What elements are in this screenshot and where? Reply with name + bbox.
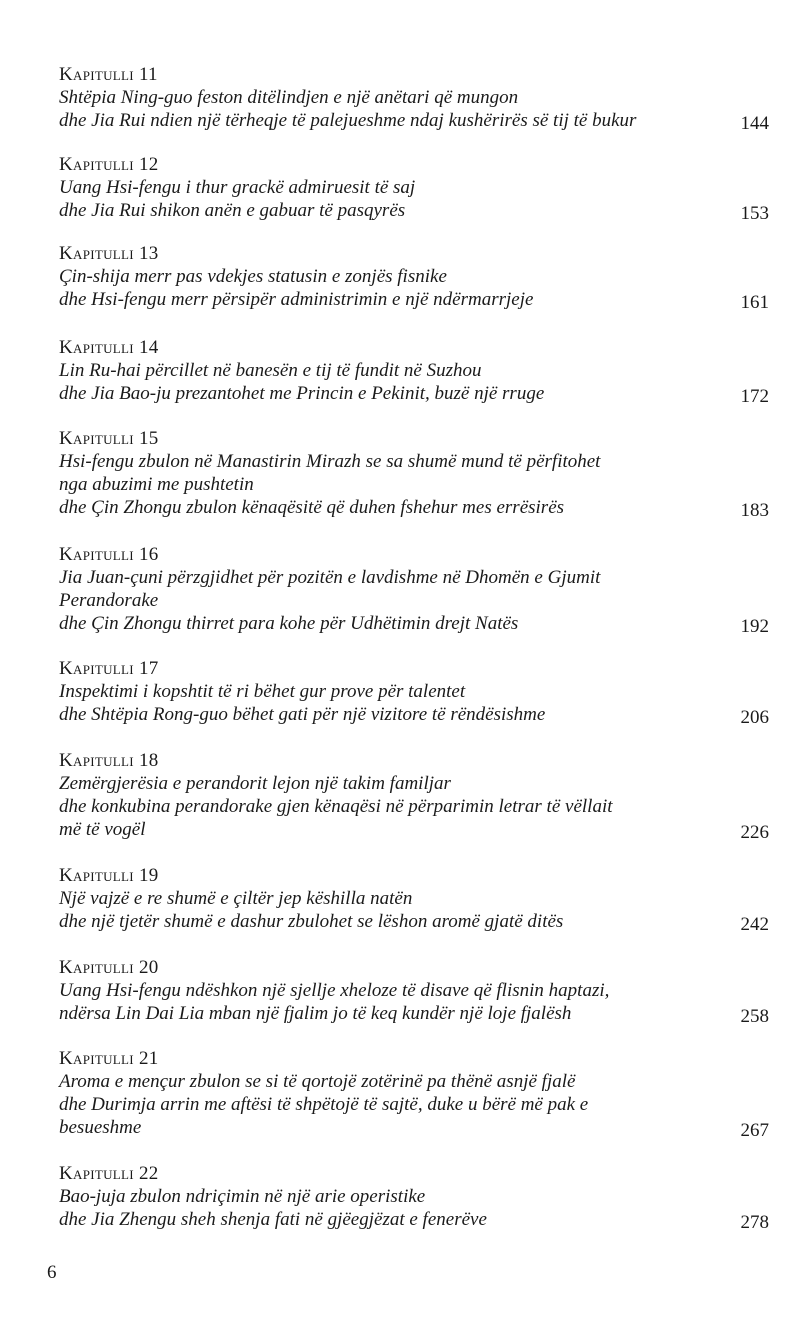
- chapter-page-number: 258: [740, 1006, 769, 1027]
- toc-entry: [59, 337, 769, 405]
- chapter-page-number: 183: [740, 500, 769, 521]
- toc-entry: [59, 865, 769, 933]
- chapter-label: Kapitulli 21: [59, 1048, 159, 1069]
- toc-entry: [59, 154, 769, 222]
- chapter-title-line: Bao-juja zbulon ndriçimin në një arie operistike: [59, 1186, 426, 1207]
- chapter-label: Kapitulli 13: [59, 243, 159, 264]
- chapter-title-line: dhe Çin Zhongu zbulon kënaqësitë që duhen fshehur mes errësirës: [59, 497, 565, 518]
- chapter-page-number: 144: [740, 113, 769, 134]
- chapter-title-line: dhe Jia Rui ndien një tërheqje të palejueshme ndaj kushërirës së tij të bukur: [59, 110, 637, 131]
- chapter-page-number: 226: [740, 822, 769, 843]
- chapter-page-number: 206: [740, 707, 769, 728]
- chapter-title-line: Çin-shija merr pas vdekjes statusin e zonjës fisnike: [59, 266, 447, 287]
- chapter-label: Kapitulli 17: [59, 658, 159, 679]
- chapter-label: Kapitulli 14: [59, 337, 159, 358]
- chapter-page-number: 172: [740, 386, 769, 407]
- chapter-title-line: Jia Juan-çuni përzgjidhet për pozitën e lavdishme në Dhomën e Gjumit: [59, 567, 601, 588]
- chapter-label: Kapitulli 20: [59, 957, 159, 978]
- chapter-page-number: 278: [740, 1212, 769, 1233]
- toc-entry: [59, 64, 769, 132]
- chapter-label: Kapitulli 19: [59, 865, 159, 886]
- chapter-title-line: nga abuzimi me pushtetin: [59, 474, 254, 495]
- chapter-title-line: Zemërgjerësia e perandorit lejon një takim familjar: [59, 773, 451, 794]
- chapter-label: Kapitulli 18: [59, 750, 159, 771]
- chapter-title-line: Uang Hsi-fengu ndëshkon një sjellje xheloze të disave që flisnin haptazi,: [59, 980, 610, 1001]
- chapter-page-number: 153: [740, 203, 769, 224]
- toc-entry: [59, 957, 769, 1025]
- chapter-label: Kapitulli 11: [59, 64, 158, 85]
- chapter-page-number: 192: [740, 616, 769, 637]
- chapter-title-line: dhe Jia Bao-ju prezantohet me Princin e Pekinit, buzë një rruge: [59, 383, 545, 404]
- chapter-label: Kapitulli 16: [59, 544, 159, 565]
- chapter-label: Kapitulli 22: [59, 1163, 159, 1184]
- chapter-title-line: besueshme: [59, 1117, 142, 1138]
- chapter-title-line: dhe Jia Rui shikon anën e gabuar të pasqyrës: [59, 200, 406, 221]
- toc-entry: [59, 750, 769, 841]
- chapter-title-line: Perandorake: [59, 590, 159, 611]
- toc-entry: [59, 1048, 769, 1139]
- chapter-title-line: Lin Ru-hai përcillet në banesën e tij të fundit në Suzhou: [59, 360, 482, 381]
- chapter-title-line: dhe konkubina perandorake gjen kënaqësi në përparimin letrar të vëllait: [59, 796, 613, 817]
- chapter-page-number: 242: [740, 914, 769, 935]
- chapter-title-line: Hsi-fengu zbulon në Manastirin Mirazh se sa shumë mund të përfitohet: [59, 451, 601, 472]
- chapter-title-line: dhe Çin Zhongu thirret para kohe për Udhëtimin drejt Natës: [59, 613, 519, 634]
- toc-entry: [59, 658, 769, 726]
- chapter-title-line: Inspektimi i kopshtit të ri bëhet gur prove për talentet: [59, 681, 466, 702]
- chapter-title-line: më të vogël: [59, 819, 146, 840]
- toc-entry: [59, 243, 769, 311]
- chapter-title-line: ndërsa Lin Dai Lia mban një fjalim jo të keq kundër një loje fjalësh: [59, 1003, 572, 1024]
- chapter-title-line: dhe një tjetër shumë e dashur zbulohet se lëshon aromë gjatë ditës: [59, 911, 564, 932]
- toc-entry: [59, 1163, 769, 1231]
- chapter-title-line: dhe Shtëpia Rong-guo bëhet gati për një vizitore të rëndësishme: [59, 704, 546, 725]
- toc-entry: [59, 544, 769, 635]
- chapter-title-line: dhe Hsi-fengu merr përsipër administrimin e një ndërmarrjeje: [59, 289, 534, 310]
- chapter-label: Kapitulli 12: [59, 154, 159, 175]
- chapter-title-line: Aroma e mençur zbulon se si të qortojë zotërinë pa thënë asnjë fjalë: [59, 1071, 576, 1092]
- chapter-title-line: dhe Durimja arrin me aftësi të shpëtojë të sajtë, duke u bërë më pak e: [59, 1094, 589, 1115]
- chapter-page-number: 267: [740, 1120, 769, 1141]
- chapter-page-number: 161: [740, 292, 769, 313]
- chapter-title-line: dhe Jia Zhengu sheh shenja fati në gjëegjëzat e fenerëve: [59, 1209, 487, 1230]
- chapter-title-line: Një vajzë e re shumë e çiltër jep këshilla natën: [59, 888, 413, 909]
- chapter-label: Kapitulli 15: [59, 428, 159, 449]
- chapter-title-line: Uang Hsi-fengu i thur grackë admiruesit të saj: [59, 177, 416, 198]
- toc-entry: [59, 428, 769, 519]
- chapter-title-line: Shtëpia Ning-guo feston ditëlindjen e një anëtari që mungon: [59, 87, 519, 108]
- page-number: 6: [47, 1262, 57, 1283]
